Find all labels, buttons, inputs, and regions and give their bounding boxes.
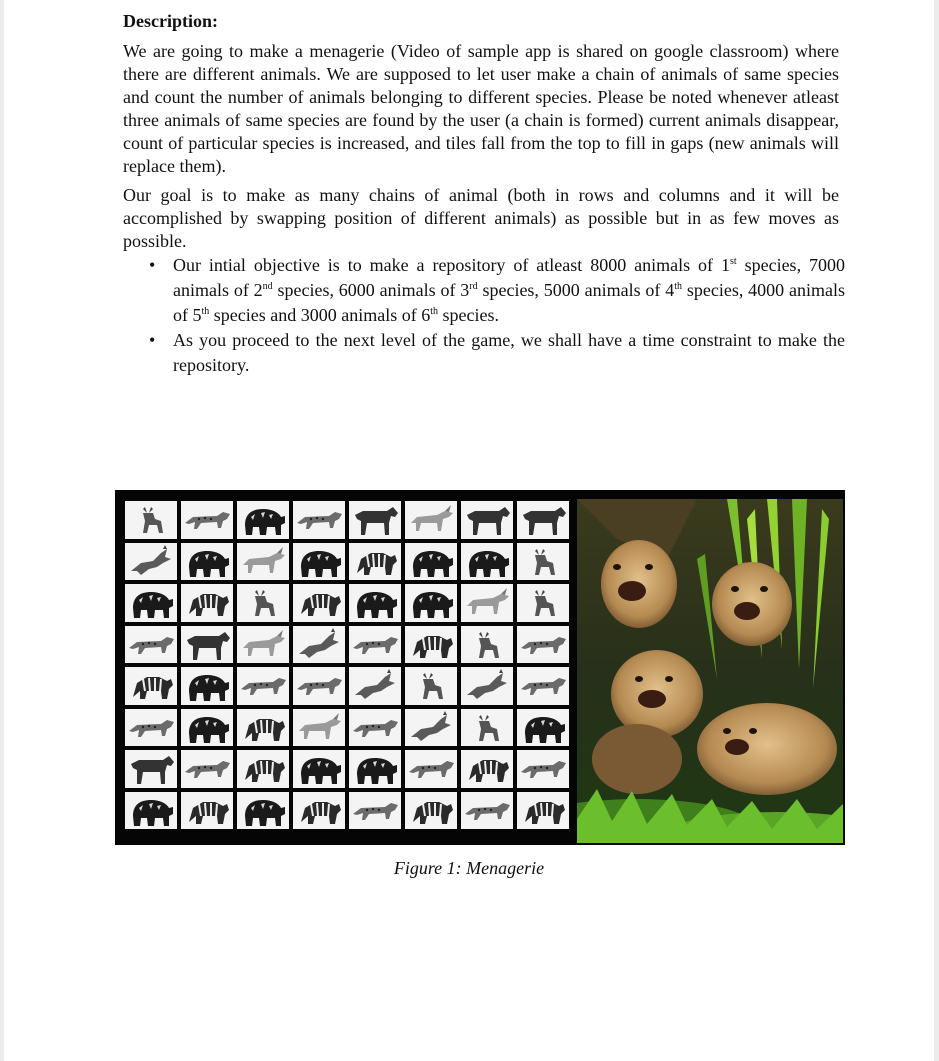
list-item-time-constraint: • As you proceed to the next level of the game, we shall have a time constraint to make the repository. — [149, 330, 845, 375]
grid-tile-leopard[interactable] — [291, 665, 347, 707]
deer-leap-icon — [351, 669, 399, 703]
zebra-icon — [239, 711, 287, 745]
deer-leap-icon — [407, 711, 455, 745]
grid-tile-leopard[interactable] — [515, 748, 571, 790]
leopard-icon — [127, 711, 175, 745]
grid-tile-bear[interactable] — [459, 541, 515, 583]
grid-tile-deer-leap[interactable] — [403, 707, 459, 749]
deer-icon — [519, 586, 567, 620]
bear-icon — [463, 545, 511, 579]
zebra-icon — [183, 586, 231, 620]
grid-tile-zebra[interactable] — [179, 790, 235, 832]
grid-tile-bear[interactable] — [347, 748, 403, 790]
grid-tile-leopard[interactable] — [515, 624, 571, 666]
grid-tile-bear[interactable] — [347, 582, 403, 624]
grid-tile-zebra[interactable] — [515, 790, 571, 832]
grid-tile-bear[interactable] — [291, 541, 347, 583]
bear-icon — [183, 711, 231, 745]
grid-tile-goat[interactable] — [459, 582, 515, 624]
leopard-icon — [519, 628, 567, 662]
paragraph-intro: We are going to make a menagerie (Video of sample app is shared on google classroom) where there are different animals. We are supposed to let user make a chain of animals of same species and count the number of animals belonging to different species. Please be noted whenever atleast three animals of same species are found by the user (a chain is formed) current animals disappear, count of particular species is increased, and tiles fall from the top to fill in gaps (new animals will replace them). — [123, 41, 839, 176]
zebra-icon — [295, 794, 343, 828]
paragraph-goal: Our goal is to make as many chains of animal (both in rows and columns and it will be accomplished by swapping position of different animals) as possible but in as few moves as possible. — [123, 185, 839, 251]
grid-tile-bear[interactable] — [403, 582, 459, 624]
grid-tile-leopard[interactable] — [179, 748, 235, 790]
bear-icon — [407, 545, 455, 579]
goat-icon — [407, 503, 455, 537]
leopard-icon — [183, 752, 231, 786]
grid-tile-horse[interactable] — [515, 499, 571, 541]
grid-tile-bear[interactable] — [123, 582, 179, 624]
grid-tile-deer[interactable] — [459, 624, 515, 666]
grid-tile-leopard[interactable] — [123, 707, 179, 749]
zebra-icon — [239, 752, 287, 786]
grid-tile-zebra[interactable] — [179, 582, 235, 624]
deer-icon — [463, 628, 511, 662]
bear-icon — [127, 794, 175, 828]
zebra-icon — [407, 794, 455, 828]
bear-icon — [127, 586, 175, 620]
zebra-icon — [351, 545, 399, 579]
grid-tile-zebra[interactable] — [123, 665, 179, 707]
description-section — [123, 10, 845, 378]
bear-icon — [351, 586, 399, 620]
bullet-dot-icon: • — [149, 255, 156, 275]
bear-icon — [295, 545, 343, 579]
horse-icon — [127, 752, 175, 786]
bear-icon — [183, 545, 231, 579]
grid-tile-leopard[interactable] — [515, 665, 571, 707]
grid-tile-deer[interactable] — [235, 582, 291, 624]
deer-leap-icon — [295, 628, 343, 662]
bear-icon — [239, 503, 287, 537]
goat-icon — [295, 711, 343, 745]
bear-icon — [183, 669, 231, 703]
grid-tile-goat[interactable] — [403, 499, 459, 541]
bear-icon — [295, 752, 343, 786]
leopard-icon — [183, 503, 231, 537]
grid-tile-zebra[interactable] — [291, 790, 347, 832]
grid-tile-leopard[interactable] — [347, 624, 403, 666]
grid-tile-leopard[interactable] — [347, 707, 403, 749]
grid-tile-deer[interactable] — [403, 665, 459, 707]
bear-icon — [351, 752, 399, 786]
grid-tile-zebra[interactable] — [235, 748, 291, 790]
deer-icon — [239, 586, 287, 620]
document-page — [4, 0, 934, 1061]
grid-tile-deer-leap[interactable] — [123, 541, 179, 583]
grid-tile-leopard[interactable] — [403, 748, 459, 790]
animal-tile-grid — [123, 499, 571, 831]
figure-caption: Figure 1: Menagerie — [393, 858, 545, 878]
zebra-icon — [407, 628, 455, 662]
deer-leap-icon — [463, 669, 511, 703]
grid-tile-bear[interactable] — [235, 790, 291, 832]
leopard-icon — [351, 794, 399, 828]
grid-tile-leopard[interactable] — [235, 665, 291, 707]
leopard-icon — [127, 628, 175, 662]
menagerie-figure — [115, 490, 845, 845]
objective-list — [123, 253, 845, 378]
grid-tile-bear[interactable] — [291, 748, 347, 790]
horse-icon — [519, 503, 567, 537]
grid-tile-bear[interactable] — [515, 707, 571, 749]
grid-tile-horse[interactable] — [123, 748, 179, 790]
grid-tile-bear[interactable] — [123, 790, 179, 832]
grid-tile-bear[interactable] — [403, 541, 459, 583]
grid-tile-bear[interactable] — [179, 541, 235, 583]
deer-leap-icon — [127, 545, 175, 579]
grid-tile-zebra[interactable] — [403, 624, 459, 666]
grid-tile-leopard[interactable] — [347, 790, 403, 832]
cheetah-cubs-photo — [577, 499, 843, 843]
bear-icon — [407, 586, 455, 620]
grid-tile-bear[interactable] — [179, 665, 235, 707]
grid-tile-goat[interactable] — [235, 541, 291, 583]
leopard-icon — [295, 669, 343, 703]
zebra-icon — [295, 586, 343, 620]
zebra-icon — [183, 794, 231, 828]
grid-tile-horse[interactable] — [347, 499, 403, 541]
bear-icon — [239, 794, 287, 828]
grid-tile-horse[interactable] — [179, 624, 235, 666]
horse-icon — [183, 628, 231, 662]
grid-tile-bear[interactable] — [179, 707, 235, 749]
grid-tile-zebra[interactable] — [403, 790, 459, 832]
leopard-icon — [295, 503, 343, 537]
grid-tile-zebra[interactable] — [459, 748, 515, 790]
zebra-icon — [519, 794, 567, 828]
grid-tile-leopard[interactable] — [291, 499, 347, 541]
grid-tile-deer[interactable] — [123, 499, 179, 541]
leopard-icon — [519, 669, 567, 703]
grid-tile-deer[interactable] — [515, 582, 571, 624]
grid-tile-bear[interactable] — [235, 499, 291, 541]
grid-tile-deer[interactable] — [515, 541, 571, 583]
leopard-icon — [463, 794, 511, 828]
deer-icon — [519, 545, 567, 579]
deer-icon — [127, 503, 175, 537]
bullet-dot-icon: • — [149, 330, 156, 350]
grid-tile-deer-leap[interactable] — [347, 665, 403, 707]
horse-icon — [463, 503, 511, 537]
bear-icon — [519, 711, 567, 745]
cheetah-cubs-image — [577, 499, 843, 843]
grid-tile-leopard[interactable] — [179, 499, 235, 541]
leopard-icon — [239, 669, 287, 703]
leopard-icon — [407, 752, 455, 786]
grid-tile-zebra[interactable] — [347, 541, 403, 583]
goat-icon — [463, 586, 511, 620]
leopard-icon — [519, 752, 567, 786]
deer-icon — [407, 669, 455, 703]
leopard-icon — [351, 711, 399, 745]
list-item-objective: • Our intial objective is to make a repository of atleast 8000 animals of 1st species, 7000 animals of 2nd species, 6000 animals of 3rd species, 5000 animals of 4th species, 4000 animals of 5th species and 3000 animals of 6th species. — [149, 255, 845, 325]
grid-tile-leopard[interactable] — [123, 624, 179, 666]
leopard-icon — [351, 628, 399, 662]
zebra-icon — [463, 752, 511, 786]
grid-tile-horse[interactable] — [459, 499, 515, 541]
zebra-icon — [127, 669, 175, 703]
grid-tile-zebra[interactable] — [235, 707, 291, 749]
description-heading: Description: — [123, 11, 218, 31]
grid-tile-goat[interactable] — [235, 624, 291, 666]
deer-icon — [463, 711, 511, 745]
goat-icon — [239, 545, 287, 579]
grid-tile-deer-leap[interactable] — [459, 665, 515, 707]
grid-tile-deer[interactable] — [459, 707, 515, 749]
grid-tile-goat[interactable] — [291, 707, 347, 749]
horse-icon — [351, 503, 399, 537]
grid-tile-zebra[interactable] — [291, 582, 347, 624]
goat-icon — [239, 628, 287, 662]
grid-tile-deer-leap[interactable] — [291, 624, 347, 666]
grid-tile-leopard[interactable] — [459, 790, 515, 832]
